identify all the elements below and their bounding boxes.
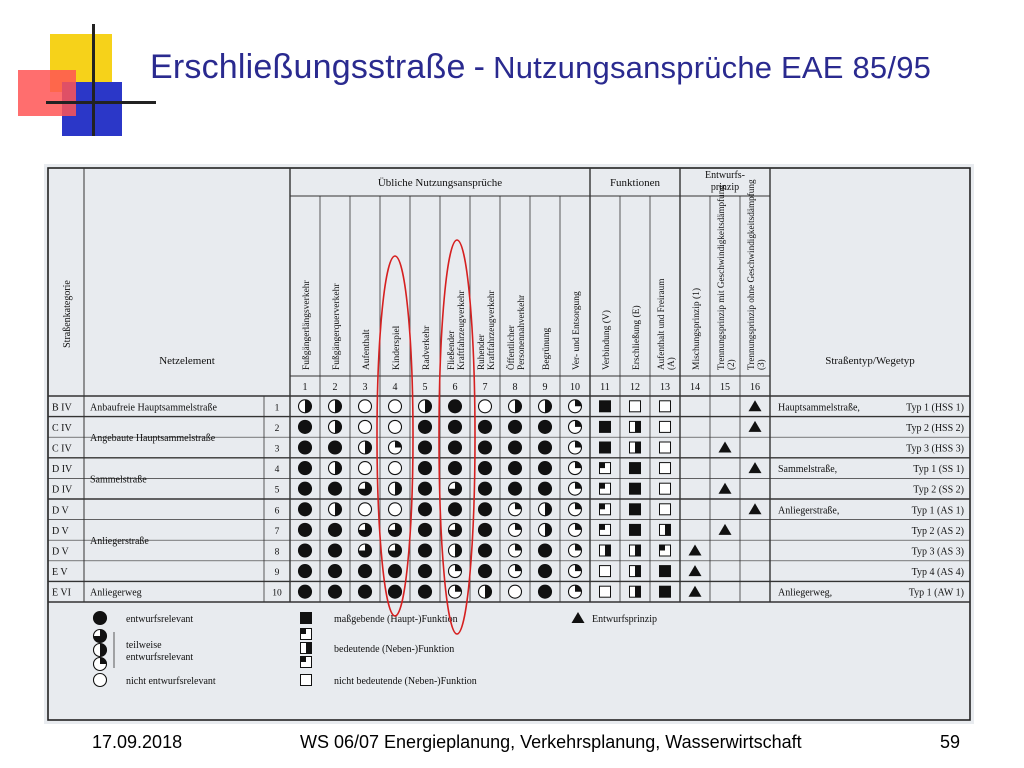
usage-symbol-fill: [419, 544, 432, 557]
head-type-label: Straßentyp/Wegetyp: [825, 355, 915, 367]
usage-symbol: [389, 503, 402, 516]
type-prefix-10: Anliegerweg,: [778, 587, 833, 599]
usage-symbol-fill: [449, 462, 462, 475]
function-symbol-fill: [600, 483, 606, 489]
column-number-11: 11: [600, 382, 610, 393]
usage-symbol-fill: [479, 462, 492, 475]
usage-symbol-fill: [479, 523, 492, 536]
usage-symbol-fill: [359, 565, 372, 578]
column-number-12: 12: [630, 382, 640, 393]
usage-symbol-fill: [539, 462, 552, 475]
usage-symbol-fill: [479, 565, 492, 578]
function-symbol-fill: [660, 545, 666, 551]
function-symbol: [600, 566, 611, 577]
design-triangle: [749, 421, 762, 432]
type-prefix-4: Sammelstraße,: [778, 464, 838, 476]
title-main: Erschließungsstraße: [150, 48, 466, 86]
usage-symbol: [359, 503, 372, 516]
legend-square-none: [301, 675, 312, 686]
row-number-3: 3: [274, 444, 280, 455]
function-symbol: [660, 586, 671, 597]
design-triangle: [719, 524, 732, 535]
row-number-4: 4: [274, 465, 280, 476]
logo-red-square: [18, 70, 76, 116]
usage-symbol-fill: [545, 400, 552, 413]
usage-symbol-fill: [299, 585, 312, 598]
usage-symbol-fill: [575, 585, 582, 592]
row-type-2: Typ 2 (HSS 2): [906, 422, 964, 434]
legend-triangle: [572, 612, 585, 623]
column-number-7: 7: [482, 382, 488, 393]
row-type-3: Typ 3 (HSS 3): [906, 443, 964, 455]
usage-symbol-fill: [305, 400, 312, 413]
column-header-12: Erschließung (E): [632, 305, 642, 370]
usage-symbol-fill: [575, 482, 582, 489]
row-type-6: Typ 1 (AS 1): [911, 505, 964, 517]
column-header-3: Aufenthalt: [362, 329, 372, 370]
column-number-2: 2: [332, 382, 338, 393]
legend-nicht-bed: nicht bedeutende (Neben-)Funktion: [334, 676, 477, 687]
function-symbol-fill: [635, 545, 641, 556]
column-header-10: Ver- und Entsorgung: [572, 291, 582, 370]
usage-symbol-fill: [509, 420, 522, 433]
usage-symbol-fill: [575, 400, 582, 407]
function-symbol: [630, 524, 641, 535]
netz-label-6: Anliegerstraße: [90, 536, 149, 548]
legend-haupt: maßgebende (Haupt-)Funktion: [334, 614, 458, 625]
row-category-8: D V: [52, 546, 69, 558]
function-symbol: [660, 504, 671, 515]
usage-symbol-fill: [329, 482, 342, 495]
usage-symbol-fill: [509, 441, 522, 454]
column-header-7: Ruhender: [476, 334, 486, 370]
usage-symbol: [359, 400, 372, 413]
netz-label-2: Angebaute Hauptsammelstraße: [90, 433, 216, 445]
column-header-6: Fließender: [446, 330, 456, 370]
usage-symbol-fill: [299, 441, 312, 454]
usage-symbol-fill: [515, 400, 522, 413]
usage-symbol-fill: [485, 585, 492, 598]
column-number-13: 13: [660, 382, 670, 393]
type-prefix-1: Hauptsammelstraße,: [778, 402, 860, 414]
usage-symbol: [389, 420, 402, 433]
function-symbol: [660, 463, 671, 474]
function-symbol-fill: [635, 421, 641, 432]
column-number-4: 4: [392, 382, 398, 393]
usage-symbol-fill: [419, 441, 432, 454]
netz-label-1: Anbaufreie Hauptsammelstraße: [90, 402, 217, 414]
usage-symbol-fill: [509, 482, 522, 495]
usage-symbol: [509, 585, 522, 598]
function-symbol: [630, 483, 641, 494]
usage-symbol-fill: [479, 482, 492, 495]
usage-symbol-fill: [299, 462, 312, 475]
legend-square-half-fill: [306, 643, 312, 654]
usage-symbol-fill: [329, 523, 342, 536]
column-header-11: Verbindung (V): [602, 310, 612, 370]
usage-symbol-fill: [575, 565, 582, 572]
function-symbol: [660, 421, 671, 432]
usage-symbol-fill: [389, 585, 402, 598]
usage-symbol-fill: [395, 482, 402, 495]
legend-prinzip: Entwurfsprinzip: [592, 614, 657, 625]
slide-title: [150, 48, 931, 87]
column-header-13: Aufenthalt und Freiraum: [656, 278, 666, 370]
legend-circle-full-fill: [94, 612, 107, 625]
group-functions-label: Funktionen: [609, 177, 661, 189]
column-number-9: 9: [542, 382, 548, 393]
usage-symbol-fill: [575, 441, 582, 448]
netz-label-4: Sammelstraße: [90, 474, 147, 486]
usage-symbol-fill: [419, 523, 432, 536]
column-number-15: 15: [720, 382, 730, 393]
function-symbol: [600, 421, 611, 432]
usage-symbol-fill: [449, 441, 462, 454]
usage-symbol-fill: [539, 585, 552, 598]
netz-label-10: Anliegerweg: [90, 587, 142, 599]
function-symbol: [630, 401, 641, 412]
usage-symbol-fill: [299, 482, 312, 495]
row-number-5: 5: [274, 485, 280, 496]
row-category-3: C IV: [52, 443, 72, 455]
usage-symbol-fill: [419, 462, 432, 475]
usage-symbol-fill: [449, 420, 462, 433]
footer-course: WS 06/07 Energieplanung, Verkehrsplanung, Wasserwirtschaft: [300, 732, 802, 752]
function-symbol-fill: [600, 504, 606, 510]
legend-square-full: [301, 613, 312, 624]
column-number-1: 1: [302, 382, 308, 393]
usage-symbol-fill: [515, 565, 522, 572]
usage-symbol-fill: [455, 585, 462, 592]
function-symbol-fill: [665, 524, 671, 535]
usage-symbol-fill: [539, 565, 552, 578]
usage-symbol-fill: [299, 523, 312, 536]
usage-symbol-fill: [365, 441, 372, 454]
function-symbol: [600, 442, 611, 453]
legend-square-quarter-2-fill: [301, 657, 307, 663]
usage-symbol-fill: [575, 420, 582, 427]
row-type-7: Typ 2 (AS 2): [911, 525, 964, 537]
row-number-8: 8: [274, 547, 280, 558]
row-number-10: 10: [272, 588, 282, 599]
column-number-10: 10: [570, 382, 580, 393]
row-category-9: E V: [52, 567, 68, 579]
row-number-9: 9: [274, 568, 280, 579]
function-symbol: [660, 442, 671, 453]
row-type-4: Typ 1 (SS 1): [913, 464, 964, 476]
row-type-10: Typ 1 (AW 1): [908, 587, 964, 599]
group-design-label-1: Entwurfs-: [705, 170, 745, 181]
usage-symbol-fill: [299, 544, 312, 557]
legend-circle-none: [94, 674, 107, 687]
column-number-6: 6: [452, 382, 458, 393]
row-category-6: D V: [52, 505, 69, 517]
usage-symbol: [389, 462, 402, 475]
column-header-15-b: (2): [726, 359, 736, 370]
usage-symbol-fill: [419, 420, 432, 433]
usage-symbol-fill: [539, 482, 552, 495]
column-header-5: Radverkehr: [422, 325, 432, 370]
column-header-9: Begrünung: [542, 327, 552, 370]
design-triangle: [689, 565, 702, 576]
usage-symbol: [479, 400, 492, 413]
function-symbol: [660, 401, 671, 412]
design-triangle: [749, 400, 762, 411]
usage-symbol: [359, 420, 372, 433]
row-type-1: Typ 1 (HSS 1): [906, 402, 964, 414]
usage-table: [44, 164, 974, 724]
usage-symbol-fill: [515, 544, 522, 551]
usage-symbol-fill: [455, 544, 462, 557]
column-number-16: 16: [750, 382, 760, 393]
function-symbol-fill: [600, 524, 606, 530]
legend-nicht: nicht entwurfsrelevant: [126, 676, 216, 687]
column-header-2: Fußgängerquerverkehr: [332, 283, 342, 370]
usage-symbol-fill: [389, 565, 402, 578]
row-number-6: 6: [274, 506, 280, 517]
column-number-14: 14: [690, 382, 700, 393]
row-category-5: D IV: [52, 484, 73, 496]
column-header-1: Fußgängerlängsverkehr: [302, 280, 312, 370]
usage-symbol-fill: [539, 544, 552, 557]
design-triangle: [749, 462, 762, 473]
usage-symbol-fill: [479, 503, 492, 516]
row-number-2: 2: [274, 423, 280, 434]
usage-symbol-fill: [299, 565, 312, 578]
group-usage-label: Übliche Nutzungsansprüche: [377, 177, 503, 189]
row-category-2: C IV: [52, 422, 72, 434]
legend-teilweise-2: entwurfsrelevant: [126, 652, 194, 663]
legend-teilweise: teilweise: [126, 640, 162, 651]
function-symbol: [600, 401, 611, 412]
row-type-9: Typ 4 (AS 4): [911, 567, 964, 579]
column-header-7-b: Kraftfahrzeugverkehr: [486, 290, 496, 370]
design-triangle: [689, 586, 702, 597]
column-header-16: Trennungsprinzip ohne Geschwindigkeitsdämpfung: [746, 179, 756, 370]
usage-symbol-fill: [335, 503, 342, 516]
row-type-5: Typ 2 (SS 2): [913, 484, 964, 496]
column-header-15: Trennungsprinzip mit Geschwindigkeitsdämpfung: [716, 185, 726, 370]
function-symbol-fill: [635, 442, 641, 453]
usage-symbol-fill: [575, 544, 582, 551]
function-symbol-fill: [635, 566, 641, 577]
usage-symbol-fill: [545, 503, 552, 516]
usage-symbol-fill: [575, 462, 582, 469]
usage-symbol-fill: [479, 544, 492, 557]
legend-square-quarter-fill: [301, 629, 307, 635]
row-number-7: 7: [274, 526, 280, 537]
function-symbol-fill: [635, 586, 641, 597]
column-header-6-b: Kraftfahrzeugverkehr: [456, 290, 466, 370]
type-prefix-6: Anliegerstraße,: [778, 505, 840, 517]
column-number-8: 8: [512, 382, 518, 393]
row-number-1: 1: [274, 403, 280, 414]
row-category-10: E VI: [52, 587, 71, 599]
design-triangle: [719, 483, 732, 494]
logo-vline: [92, 24, 95, 136]
usage-symbol-fill: [479, 420, 492, 433]
function-symbol: [630, 463, 641, 474]
legend-neben: bedeutende (Neben-)Funktion: [334, 644, 455, 655]
legend-circle-half-fill: [100, 644, 107, 657]
row-type-8: Typ 3 (AS 3): [911, 546, 964, 558]
usage-symbol-fill: [575, 503, 582, 510]
function-symbol-fill: [600, 463, 606, 469]
title-separator: -: [473, 48, 486, 86]
function-symbol-fill: [605, 545, 611, 556]
column-header-4: Kinderspiel: [392, 325, 402, 370]
usage-symbol-fill: [545, 523, 552, 536]
usage-symbol-fill: [515, 523, 522, 530]
usage-symbol-fill: [359, 585, 372, 598]
row-category-7: D V: [52, 525, 69, 537]
title-sub: Nutzungsansprüche EAE 85/95: [493, 50, 932, 85]
usage-symbol: [359, 462, 372, 475]
column-header-8: Öffentlicher: [506, 325, 516, 370]
usage-symbol-fill: [329, 441, 342, 454]
usage-symbol-fill: [329, 565, 342, 578]
logo-hline: [46, 101, 156, 104]
footer-page: 59: [940, 732, 961, 752]
function-symbol: [660, 566, 671, 577]
usage-symbol-fill: [299, 503, 312, 516]
column-header-14: Mischungsprinzip (1): [692, 287, 702, 370]
row-category-4: D IV: [52, 464, 73, 476]
usage-symbol-fill: [455, 565, 462, 572]
column-header-13-b: (A): [666, 357, 676, 370]
usage-symbol-fill: [335, 462, 342, 475]
usage-symbol-fill: [539, 420, 552, 433]
highlight-ellipse-kinderspiel: [377, 256, 413, 616]
usage-symbol-fill: [419, 503, 432, 516]
usage-symbol-fill: [425, 400, 432, 413]
usage-symbol-fill: [509, 462, 522, 475]
usage-symbol-fill: [479, 441, 492, 454]
usage-symbol-fill: [335, 420, 342, 433]
group-design-label-2: prinzip: [710, 182, 740, 193]
function-symbol: [660, 483, 671, 494]
usage-symbol: [389, 400, 402, 413]
function-symbol: [630, 504, 641, 515]
usage-symbol-fill: [575, 523, 582, 530]
usage-symbol-fill: [515, 503, 522, 510]
usage-symbol-fill: [419, 482, 432, 495]
usage-symbol-fill: [329, 544, 342, 557]
column-number-3: 3: [362, 382, 368, 393]
head-netz-label: Netzelement: [159, 355, 215, 367]
design-triangle: [749, 503, 762, 514]
footer-date: 17.09.2018: [92, 732, 183, 752]
usage-symbol-fill: [539, 441, 552, 454]
legend-circle-quarter-fill: [100, 658, 107, 665]
legend-entwurfsrelevant: entwurfsrelevant: [126, 614, 194, 625]
usage-symbol-fill: [449, 400, 462, 413]
row-category-1: B IV: [52, 402, 72, 414]
function-symbol: [600, 586, 611, 597]
usage-symbol-fill: [335, 400, 342, 413]
usage-symbol-fill: [419, 565, 432, 578]
usage-symbol-fill: [449, 503, 462, 516]
usage-symbol-fill: [299, 420, 312, 433]
usage-symbol-fill: [395, 441, 402, 448]
column-header-16-b: (3): [756, 359, 766, 370]
column-header-8-b: Personennahverkehr: [516, 294, 526, 370]
design-triangle: [719, 442, 732, 453]
column-number-5: 5: [422, 382, 428, 393]
usage-table-svg: [44, 164, 974, 724]
head-category-label: Straßenkategorie: [62, 280, 73, 348]
usage-symbol-fill: [419, 585, 432, 598]
design-triangle: [689, 545, 702, 556]
usage-symbol-fill: [329, 585, 342, 598]
